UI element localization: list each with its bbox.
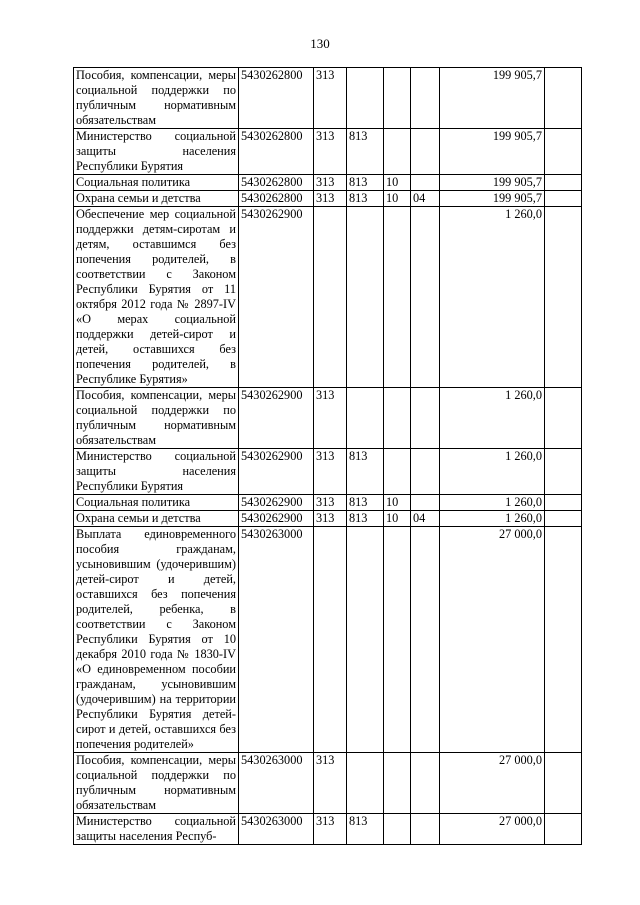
table-row: [74, 511, 582, 527]
cell-c10: [384, 207, 411, 388]
cell-c10: [384, 753, 411, 814]
cell-code: 5430262800: [239, 175, 314, 191]
cell-c10: [384, 449, 411, 495]
cell-c10: [384, 388, 411, 449]
cell-c813: 813: [347, 191, 384, 207]
cell-c813: [347, 68, 384, 129]
cell-c313: 313: [314, 191, 347, 207]
cell-amount: 1 260,0: [440, 511, 545, 527]
cell-code: 5430262900: [239, 449, 314, 495]
cell-amount: 199 905,7: [440, 68, 545, 129]
cell-code: 5430262900: [239, 207, 314, 388]
cell-amount: 27 000,0: [440, 753, 545, 814]
cell-c313: [314, 207, 347, 388]
table-row: [74, 814, 582, 845]
cell-code: 5430263000: [239, 814, 314, 845]
cell-extra: [545, 129, 582, 175]
table-row: [74, 388, 582, 449]
budget-table: [73, 67, 582, 845]
table-row: [74, 753, 582, 814]
cell-c10: [384, 814, 411, 845]
cell-c04: [411, 449, 440, 495]
cell-c813: 813: [347, 449, 384, 495]
cell-c813: [347, 753, 384, 814]
cell-name: Министерство социальной защиты населения Республики Бурятия: [74, 449, 239, 495]
table-row: [74, 68, 582, 129]
cell-c10: 10: [384, 511, 411, 527]
cell-name: Социальная политика: [74, 495, 239, 511]
page-number: 130: [310, 36, 330, 51]
cell-c313: 313: [314, 753, 347, 814]
cell-amount: 199 905,7: [440, 129, 545, 175]
cell-extra: [545, 388, 582, 449]
cell-code: 5430263000: [239, 527, 314, 753]
cell-amount: 1 260,0: [440, 388, 545, 449]
cell-c313: 313: [314, 129, 347, 175]
cell-c04: [411, 68, 440, 129]
cell-code: 5430262800: [239, 129, 314, 175]
cell-name: Охрана семьи и детства: [74, 511, 239, 527]
cell-c313: 313: [314, 388, 347, 449]
cell-c10: [384, 68, 411, 129]
cell-c10: 10: [384, 175, 411, 191]
cell-extra: [545, 449, 582, 495]
cell-c04: [411, 388, 440, 449]
cell-amount: 1 260,0: [440, 495, 545, 511]
cell-c313: [314, 527, 347, 753]
table-row: [74, 175, 582, 191]
cell-name: Пособия, компенсации, меры социальной поддержки по публичным нормативным обязательствам: [74, 68, 239, 129]
cell-extra: [545, 68, 582, 129]
cell-name: Обеспечение мер социальной поддержки детям-сиротам и детям, оставшимся без попечения родителей, в соответствии с Законом Республики Бурятия от 11 октября 2012 года № 2897-IV «О мерах социальной поддержки детей-сирот и детей, оставшихся без попечения родителей, в Республике Бурятия»: [74, 207, 239, 388]
table-row: [74, 449, 582, 495]
cell-c04: [411, 814, 440, 845]
cell-extra: [545, 495, 582, 511]
cell-c313: 313: [314, 495, 347, 511]
table-body: [74, 68, 582, 845]
cell-c813: 813: [347, 129, 384, 175]
cell-name: Министерство социальной защиты населения Респуб-: [74, 814, 239, 845]
cell-c313: 313: [314, 449, 347, 495]
cell-code: 5430262800: [239, 68, 314, 129]
table-row: [74, 191, 582, 207]
cell-code: 5430262800: [239, 191, 314, 207]
cell-c813: [347, 388, 384, 449]
cell-c813: 813: [347, 495, 384, 511]
cell-c04: [411, 175, 440, 191]
cell-c10: 10: [384, 495, 411, 511]
table-row: [74, 207, 582, 388]
cell-c04: 04: [411, 191, 440, 207]
cell-amount: 27 000,0: [440, 527, 545, 753]
table-row: [74, 495, 582, 511]
cell-name: Выплата единовременного пособия гражданам, усыновившим (удочерившим) детей-сирот и детей, оставшихся без попечения родителей, ребенка, в соответствии с Законом Республики Бурятия от 10 декабря 2010 года № 1830-IV «О единовременном пособии гражданам, усыновившим (удочерившим) на территории Республики Бурятия детей-сирот и детей, оставшихся без попечения родителей»: [74, 527, 239, 753]
cell-name: Социальная политика: [74, 175, 239, 191]
cell-c04: [411, 527, 440, 753]
cell-c04: [411, 495, 440, 511]
cell-code: 5430262900: [239, 495, 314, 511]
cell-c04: 04: [411, 511, 440, 527]
cell-c813: 813: [347, 175, 384, 191]
cell-c04: [411, 207, 440, 388]
cell-name: Пособия, компенсации, меры социальной поддержки по публичным нормативным обязательствам: [74, 753, 239, 814]
cell-amount: 199 905,7: [440, 175, 545, 191]
cell-code: 5430262900: [239, 388, 314, 449]
cell-extra: [545, 527, 582, 753]
cell-extra: [545, 175, 582, 191]
cell-c10: [384, 129, 411, 175]
cell-extra: [545, 814, 582, 845]
cell-c313: 313: [314, 814, 347, 845]
cell-name: Охрана семьи и детства: [74, 191, 239, 207]
cell-extra: [545, 191, 582, 207]
cell-c04: [411, 129, 440, 175]
cell-amount: 1 260,0: [440, 449, 545, 495]
cell-extra: [545, 511, 582, 527]
table-row: [74, 527, 582, 753]
cell-amount: 1 260,0: [440, 207, 545, 388]
cell-code: 5430262900: [239, 511, 314, 527]
cell-c313: 313: [314, 511, 347, 527]
cell-c813: [347, 207, 384, 388]
cell-c10: 10: [384, 191, 411, 207]
table-row: [74, 129, 582, 175]
cell-name: Министерство социальной защиты населения Республики Бурятия: [74, 129, 239, 175]
cell-c313: 313: [314, 68, 347, 129]
cell-c813: [347, 527, 384, 753]
cell-code: 5430263000: [239, 753, 314, 814]
cell-c04: [411, 753, 440, 814]
cell-c10: [384, 527, 411, 753]
cell-extra: [545, 753, 582, 814]
cell-amount: 199 905,7: [440, 191, 545, 207]
cell-c813: 813: [347, 511, 384, 527]
cell-c813: 813: [347, 814, 384, 845]
cell-name: Пособия, компенсации, меры социальной поддержки по публичным нормативным обязательствам: [74, 388, 239, 449]
cell-amount: 27 000,0: [440, 814, 545, 845]
cell-c313: 313: [314, 175, 347, 191]
cell-extra: [545, 207, 582, 388]
